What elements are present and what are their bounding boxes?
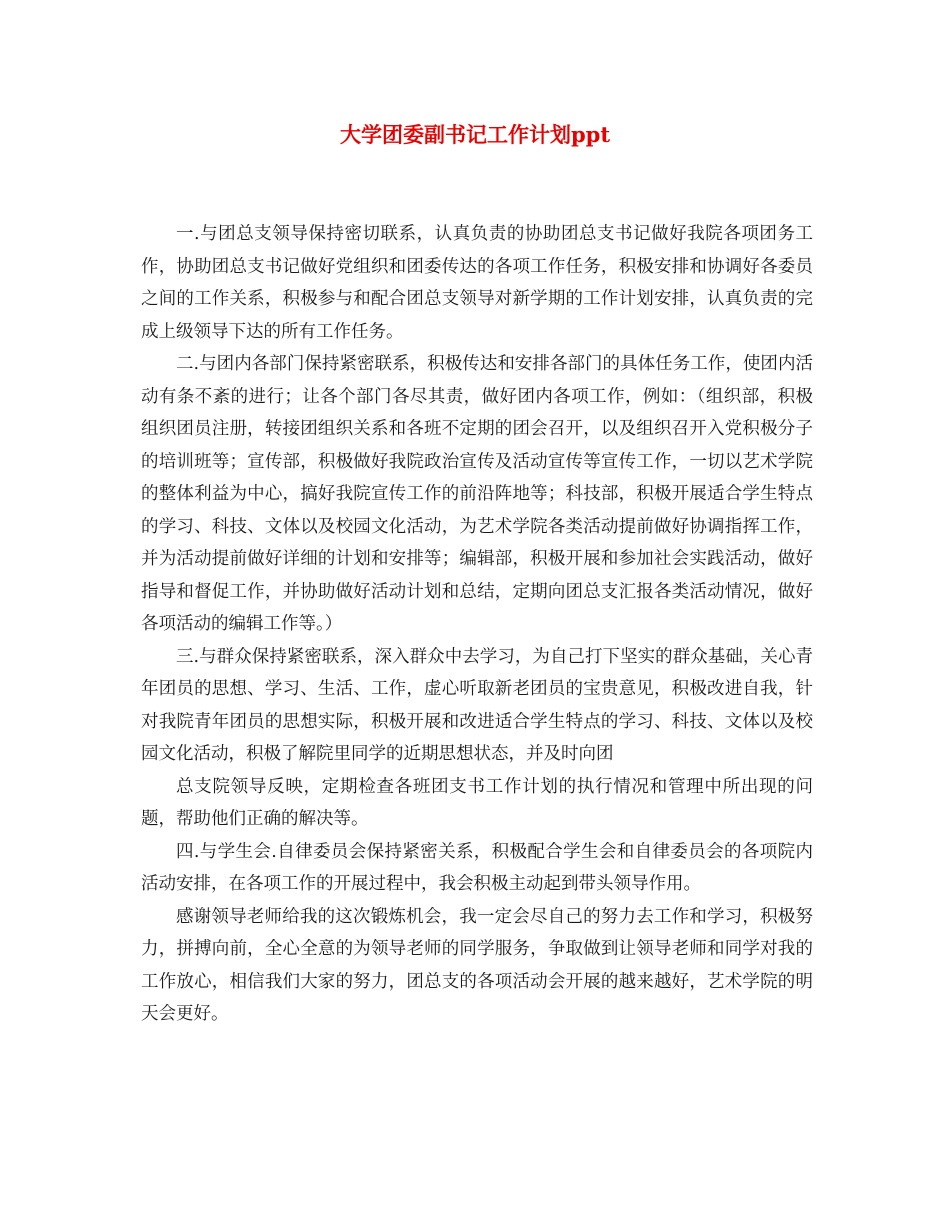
- paragraph-1: 一.与团总支领导保持密切联系，认真负责的协助团总支书记做好我院各项团务工作，协助团总支书记做好党组织和团委传达的各项工作任务，积极安排和协调好各委员之间的工作关系，积极参与和配合团总支领导对新学期的工作计划安排，认真负责的完成上级领导下达的所有工作任务。: [141, 224, 813, 342]
- paragraph-2: 二.与团内各部门保持紧密联系，积极传达和安排各部门的具体任务工作，使团内活动有条不紊的进行；让各个部门各尽其责，做好团内各项工作，例如：（组织部，积极组织团员注册，转接团组织关系和各班不定期的团会召开，以及组织召开入党积极分子的培训班等；宣传部，积极做好我院政治宣传及活动宣传等宣传工作，一切以艺术学院的整体利益为中心，搞好我院宣传工作的前沿阵地等；科技部，积极开展适合学生特点的学习、科技、文体以及校园文化活动，为艺术学院各类活动提前做好协调指挥工作，并为活动提前做好详细的计划和安排等；编辑部，积极开展和参加社会实践活动，做好指导和督促工作，并协助做好活动计划和总结，定期向团总支汇报各类活动情况，做好各项活动的编辑工作等。）: [141, 354, 813, 634]
- document-body: [141, 218, 813, 1031]
- paragraph-6: 感谢领导老师给我的这次锻炼机会，我一定会尽自己的努力去工作和学习，积极努力，拼搏向前，全心全意的为领导老师的同学服务，争取做到让领导老师和同学对我的工作放心，相信我们大家的努力，团总支的各项活动会开展的越来越好，艺术学院的明天会更好。: [141, 906, 813, 1024]
- paragraph-5: 四.与学生会.自律委员会保持紧密关系，积极配合学生会和自律委员会的各项院内活动安排，在各项工作的开展过程中，我会积极主动起到带头领导作用。: [141, 841, 813, 894]
- paragraph-4: 总支院领导反映，定期检查各班团支书工作计划的执行情况和管理中所出现的问题，帮助他们正确的解决等。: [141, 776, 813, 829]
- paragraph-3: 三.与群众保持紧密联系，深入群众中去学习，为自己打下坚实的群众基础，关心青年团员的思想、学习、生活、工作，虚心听取新老团员的宝贵意见，积极改进自我，针对我院青年团员的思想实际，积极开展和改进适合学生特点的学习、科技、文体以及校园文化活动，积极了解院里同学的近期思想状态，并及时向团: [141, 646, 813, 764]
- document-title: 大学团委副书记工作计划ppt: [339, 122, 611, 147]
